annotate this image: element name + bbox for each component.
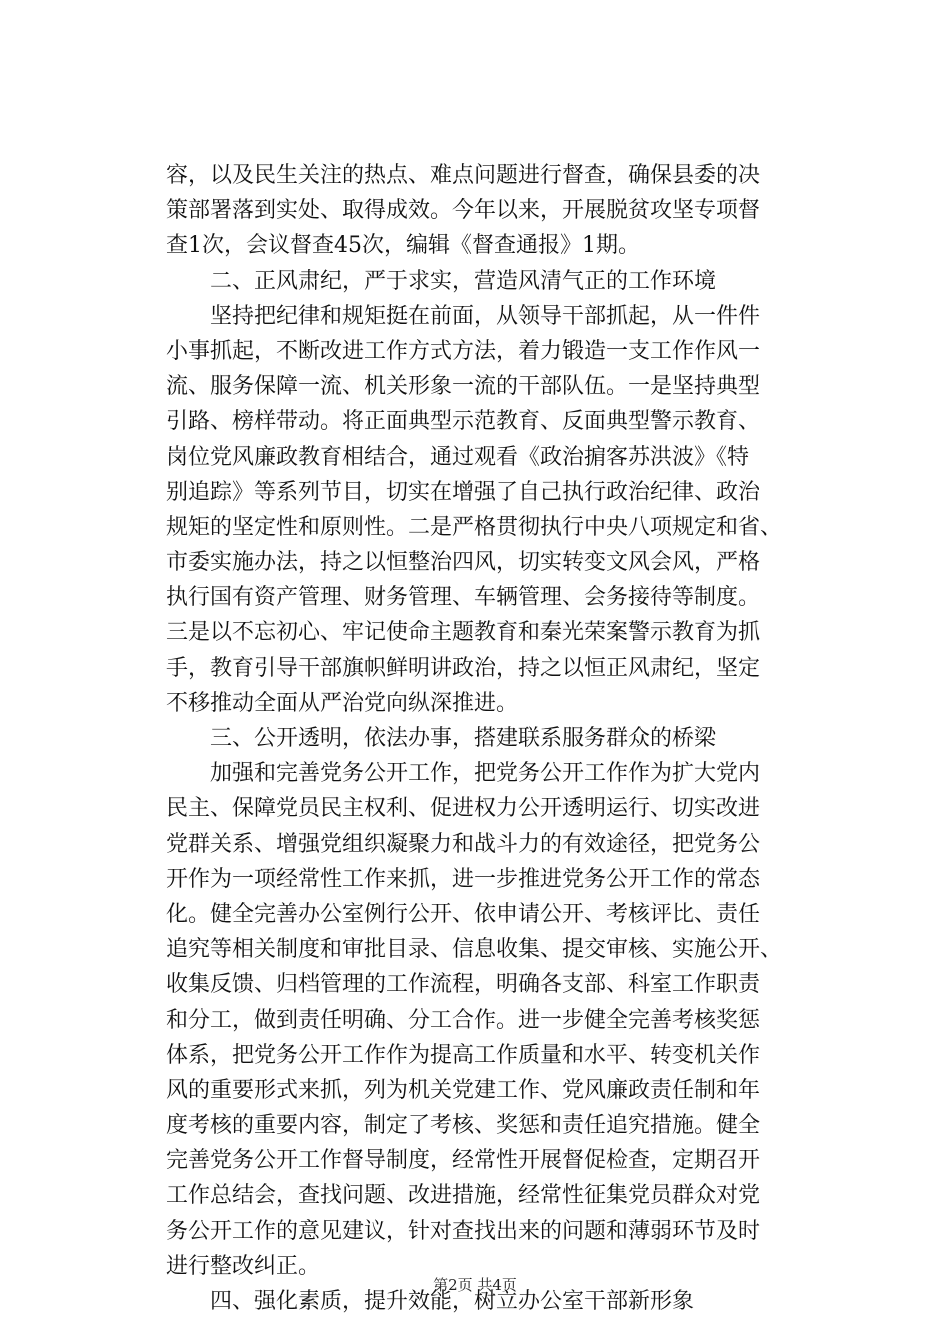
text-line: 进行整改纠正。: [166, 1253, 321, 1279]
text-line: 和分工，做到责任明确、分工合作。进一步健全完善考核奖惩: [166, 1007, 761, 1033]
document-body: [166, 158, 806, 1319]
section-heading: 三、公开透明，依法办事，搭建联系服务群众的桥梁: [210, 726, 717, 751]
text-line: 完善党务公开工作督导制度，经常性开展督促检查，定期召开: [166, 1148, 761, 1174]
text-line: 开作为一项经常性工作来抓，进一步推进党务公开工作的常态: [166, 866, 761, 892]
text-line: 民主、保障党员民主权利、促进权力公开透明运行、切实改进: [166, 796, 761, 822]
text-line: 工作总结会，查找问题、改进措施，经常性征集党员群众对党: [166, 1183, 761, 1209]
text-line: 收集反馈、归档管理的工作流程，明确各支部、科室工作职责: [166, 972, 761, 998]
text-line: 查1次，会议督查45次，编辑《督查通报》1期。: [166, 233, 640, 259]
text-line: 务公开工作的意见建议，针对查找出来的问题和薄弱环节及时: [166, 1218, 761, 1244]
text-line: 引路、榜样带动。将正面典型示范教育、反面典型警示教育、: [166, 409, 761, 435]
text-line: 三是以不忘初心、牢记使命主题教育和秦光荣案警示教育为抓: [166, 620, 761, 646]
text-line: 不移推动全面从严治党向纵深推进。: [166, 690, 519, 716]
text-line: 风的重要形式来抓，列为机关党建工作、党风廉政责任制和年: [166, 1077, 761, 1103]
page-footer: 第2页 共4页: [433, 1276, 517, 1294]
text-line: 体系，把党务公开工作作为提高工作质量和水平、转变机关作: [166, 1042, 761, 1068]
text-line: 执行国有资产管理、财务管理、车辆管理、会务接待等制度。: [166, 585, 761, 611]
text-line: 党群关系、增强党组织凝聚力和战斗力的有效途径，把党务公: [166, 831, 761, 857]
text-line: 小事抓起，不断改进工作方式方法，着力锻造一支工作作风一: [166, 338, 761, 364]
text-line: 流、服务保障一流、机关形象一流的干部队伍。一是坚持典型: [166, 374, 761, 400]
text-line: 别追踪》等系列节目，切实在增强了自己执行政治纪律、政治: [166, 479, 761, 505]
text-line: 化。健全完善办公室例行公开、依申请公开、考核评比、责任: [166, 901, 761, 927]
text-line: 手，教育引导干部旗帜鲜明讲政治，持之以恒正风肃纪，坚定: [166, 655, 761, 681]
text-line: 市委实施办法，持之以恒整治四风，切实转变文风会风，严格: [166, 550, 761, 576]
text-line: 策部署落到实处、取得成效。今年以来，开展脱贫攻坚专项督: [166, 198, 761, 224]
text-line: 度考核的重要内容，制定了考核、奖惩和责任追究措施。健全: [166, 1113, 761, 1139]
section-heading: 二、正风肃纪，严于求实，营造风清气正的工作环境: [210, 268, 717, 294]
text-line: 追究等相关制度和审批目录、信息收集、提交审核、实施公开、: [166, 937, 783, 963]
text-line: 岗位党风廉政教育相结合，通过观看《政治掮客苏洪波》《特: [166, 444, 750, 470]
section-heading: 四、强化素质，提升效能，树立办公室干部新形象: [210, 1289, 695, 1314]
text-line: 坚持把纪律和规矩挺在前面，从领导干部抓起，从一件件: [210, 303, 761, 329]
text-line: 容，以及民生关注的热点、难点问题进行督查，确保县委的决: [166, 163, 761, 188]
text-line: 加强和完善党务公开工作，把党务公开工作作为扩大党内: [210, 761, 761, 787]
text-line: 规矩的坚定性和原则性。二是严格贯彻执行中央八项规定和省、: [166, 514, 783, 540]
